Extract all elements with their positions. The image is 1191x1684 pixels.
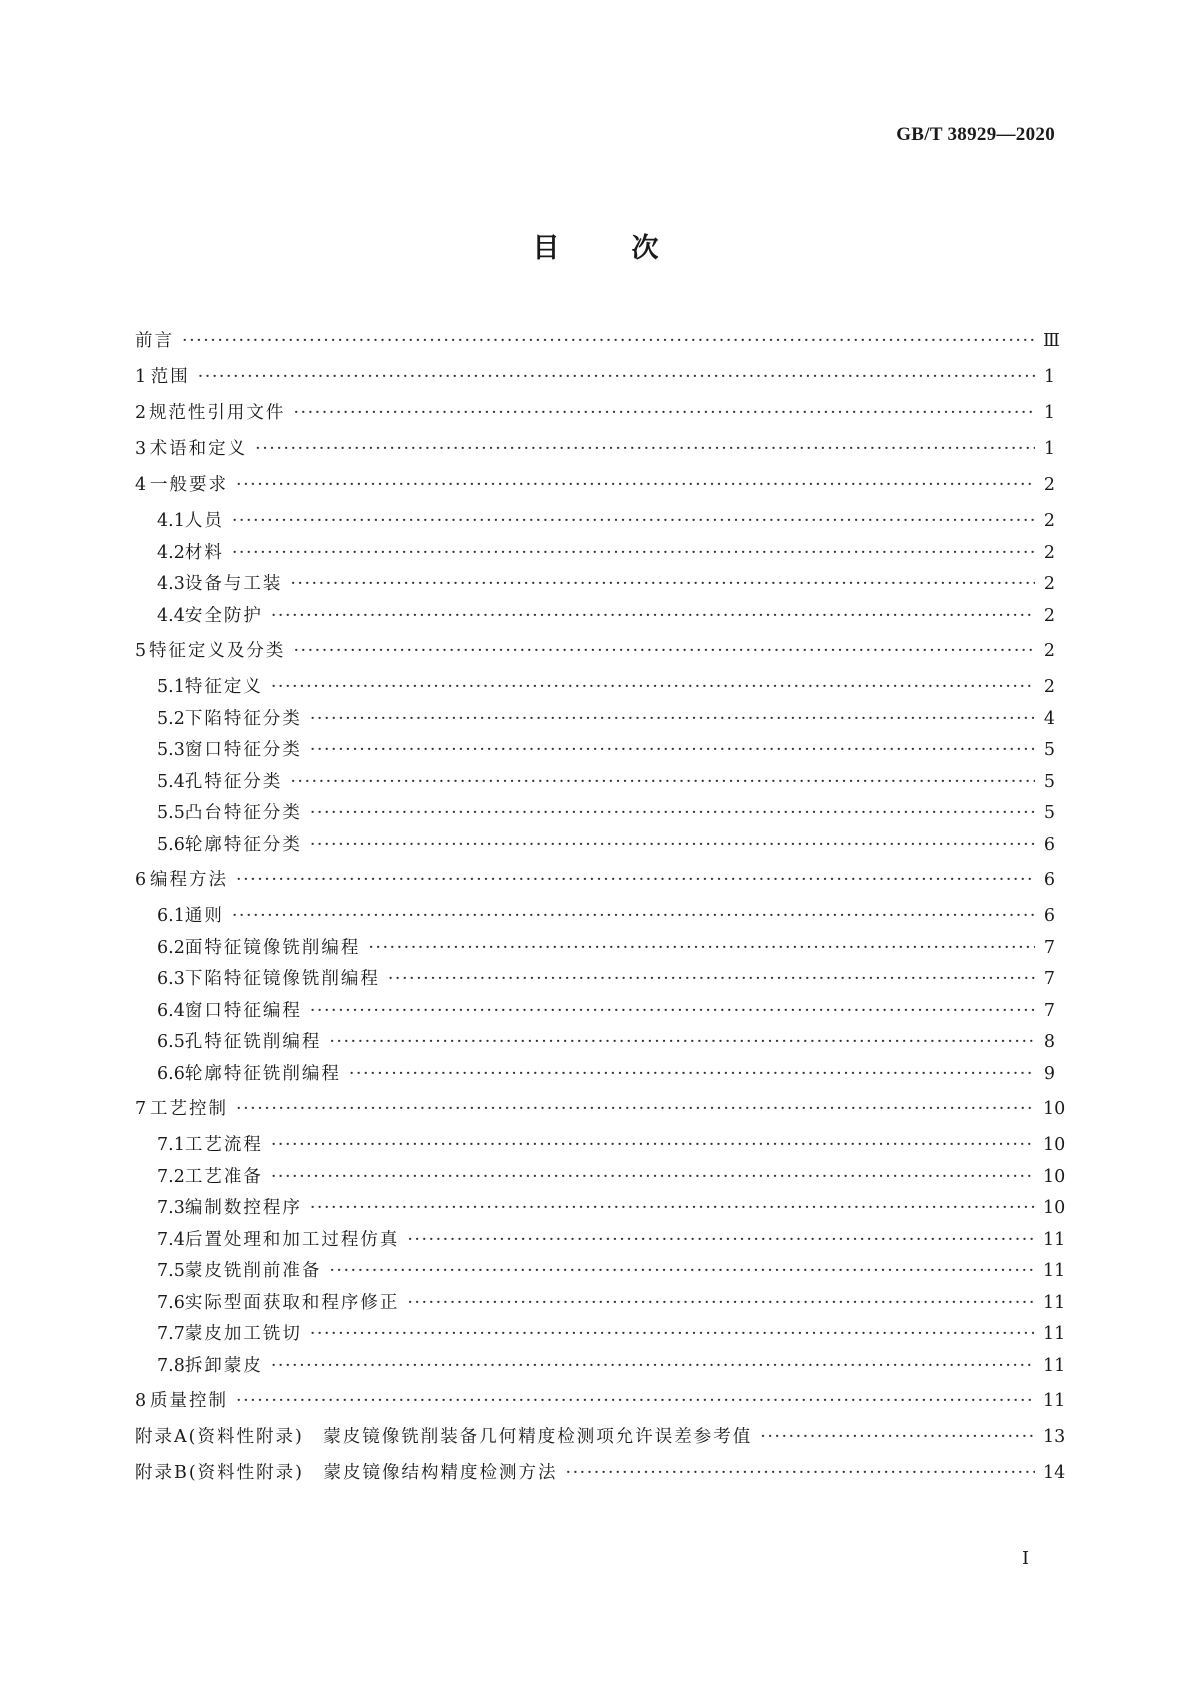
toc-entry-page: 2 (1043, 475, 1055, 495)
toc-dot-leader (368, 938, 1035, 958)
toc-dot-leader (293, 641, 1035, 661)
toc-entry-number: 2 (135, 403, 147, 423)
toc-entry-number: 6 (135, 870, 147, 890)
toc-entry-label: 面特征镜像铣削编程 (184, 937, 361, 958)
toc-entry-number: 4.2 (157, 542, 185, 563)
toc-entry[interactable] (135, 602, 1055, 634)
toc-entry[interactable] (135, 768, 1055, 800)
toc-dot-leader (310, 1324, 1035, 1344)
toc-entry[interactable] (135, 1131, 1066, 1163)
toc-entry[interactable] (135, 1387, 1066, 1423)
toc-entry[interactable] (135, 363, 1055, 399)
toc-entry-number: 4 (135, 475, 147, 495)
toc-entry-page: 11 (1043, 1229, 1066, 1250)
toc-entry[interactable] (135, 1459, 1066, 1495)
toc-entry[interactable] (135, 997, 1055, 1029)
toc-dot-leader (255, 439, 1035, 459)
toc-entry-number: 6.3 (157, 969, 185, 989)
toc-entry[interactable] (135, 1320, 1066, 1352)
toc-entry[interactable] (135, 507, 1055, 539)
toc-entry-number: 5.6 (157, 834, 185, 855)
toc-entry-page: 5 (1043, 771, 1055, 792)
toc-dot-leader (236, 870, 1035, 890)
toc-dot-leader (271, 1135, 1035, 1155)
toc-entry-page: 6 (1043, 834, 1055, 855)
toc-dot-leader (329, 1032, 1035, 1052)
standard-code: GB/T 38929—2020 (896, 124, 1055, 145)
toc-entry[interactable] (135, 705, 1055, 737)
toc-entry[interactable] (135, 965, 1055, 997)
toc-entry-label: 编程方法 (150, 870, 229, 890)
toc-dot-leader (329, 1261, 1035, 1281)
toc-entry-number: 1 (135, 367, 147, 387)
toc-entry-page: 2 (1043, 605, 1055, 626)
toc-entry[interactable] (135, 1060, 1055, 1092)
toc-entry-page: 13 (1043, 1427, 1066, 1447)
toc-entry-label: 窗口特征编程 (184, 1000, 302, 1021)
toc-entry-number: 5 (135, 641, 147, 661)
toc-entry[interactable] (135, 1257, 1066, 1289)
toc-entry-number: 6.2 (157, 937, 185, 958)
toc-entry-label: 人员 (184, 511, 224, 531)
toc-entry-number: 5.2 (157, 708, 185, 729)
toc-entry-label: 下陷特征镜像铣削编程 (184, 969, 380, 989)
toc-entry-page: 10 (1043, 1135, 1066, 1155)
toc-entry-label: 轮廓特征铣削编程 (184, 1063, 341, 1084)
toc-entry[interactable] (135, 1352, 1066, 1384)
toc-entry-page: 11 (1043, 1324, 1066, 1344)
toc-entry-page: Ⅲ (1043, 331, 1060, 351)
toc-entry-label: 特征定义及分类 (148, 641, 286, 661)
toc-entry-number: 8 (135, 1391, 147, 1411)
toc-entry-number: 7.1 (157, 1135, 185, 1155)
toc-entry-label: 孔特征分类 (184, 771, 283, 792)
toc-entry-page: 7 (1043, 1000, 1055, 1021)
toc-entry-page: 10 (1043, 1166, 1066, 1187)
toc-entry-number: 4.4 (157, 605, 185, 626)
toc-dot-leader (388, 969, 1035, 989)
toc-entry[interactable] (135, 831, 1055, 863)
toc-entry-page: 14 (1043, 1463, 1066, 1483)
toc-entry-number: 6.6 (157, 1063, 185, 1084)
table-of-contents (135, 327, 1066, 1495)
toc-dot-leader (232, 511, 1035, 531)
toc-dot-leader (310, 835, 1035, 855)
toc-entry-label: 后置处理和加工过程仿真 (184, 1229, 400, 1250)
toc-entry[interactable] (135, 934, 1055, 966)
toc-entry-page: 10 (1043, 1099, 1066, 1119)
page-number: I (1022, 1548, 1030, 1569)
toc-entry-page: 6 (1043, 870, 1055, 890)
toc-entry-label: 工艺控制 (150, 1099, 229, 1119)
toc-dot-leader (271, 1167, 1035, 1187)
title-part-1: 目 (532, 233, 560, 264)
toc-entry-number: 6.4 (157, 1000, 185, 1021)
toc-dot-leader (198, 367, 1035, 387)
toc-dot-leader (290, 574, 1035, 594)
toc-entry-label: 设备与工装 (184, 574, 283, 594)
toc-entry[interactable] (135, 1194, 1066, 1226)
toc-entry-label: 蒙皮加工铣切 (184, 1324, 302, 1344)
toc-entry-label: 凸台特征分类 (184, 803, 302, 823)
toc-entry[interactable] (135, 435, 1055, 471)
toc-entry-page: 11 (1043, 1292, 1066, 1313)
toc-entry-label: 孔特征铣削编程 (184, 1032, 322, 1052)
toc-dot-leader (232, 543, 1035, 563)
toc-dot-leader (290, 772, 1035, 792)
toc-dot-leader (310, 1001, 1035, 1021)
toc-entry-number: 4.1 (157, 511, 185, 531)
toc-entry-number: 5.5 (157, 803, 185, 823)
toc-dot-leader (349, 1064, 1035, 1084)
page-title (0, 226, 1191, 265)
toc-entry-number: 5.1 (157, 677, 185, 697)
toc-entry-number: 5.3 (157, 740, 185, 760)
toc-dot-leader (236, 1391, 1035, 1411)
toc-entry-label: 特征定义 (184, 677, 263, 697)
toc-entry-label: 范围 (150, 367, 190, 387)
toc-entry[interactable] (135, 471, 1055, 507)
toc-entry[interactable] (135, 1423, 1066, 1459)
toc-entry-number: 4.3 (157, 574, 185, 594)
toc-entry-label: 附录A(资料性附录) 蒙皮镜像铣削装备几何精度检测项允许误差参考值 (135, 1427, 753, 1447)
toc-entry-label: 工艺流程 (184, 1135, 263, 1155)
toc-entry-label: 附录B(资料性附录) 蒙皮镜像结构精度检测方法 (135, 1463, 558, 1483)
toc-entry-page: 9 (1043, 1063, 1055, 1084)
toc-entry[interactable] (135, 637, 1055, 673)
toc-dot-leader (182, 331, 1035, 351)
toc-dot-leader (566, 1463, 1035, 1483)
toc-entry-page: 11 (1043, 1355, 1066, 1376)
toc-entry-page: 2 (1043, 542, 1055, 563)
toc-entry[interactable] (135, 1095, 1066, 1131)
toc-entry-label: 质量控制 (150, 1391, 229, 1411)
toc-entry-page: 1 (1043, 439, 1055, 459)
toc-entry-label: 蒙皮铣削前准备 (184, 1261, 322, 1281)
toc-dot-leader (310, 709, 1035, 729)
toc-entry[interactable] (135, 399, 1055, 435)
toc-dot-leader (407, 1230, 1035, 1250)
toc-dot-leader (310, 1198, 1035, 1218)
toc-entry[interactable] (135, 570, 1055, 602)
toc-entry-label: 前言 (135, 331, 174, 351)
toc-entry[interactable] (135, 1226, 1066, 1258)
toc-entry-number: 5.4 (157, 771, 185, 792)
toc-entry-page: 8 (1043, 1032, 1055, 1052)
toc-entry[interactable] (135, 736, 1055, 768)
toc-entry-page: 2 (1043, 511, 1055, 531)
toc-entry-page: 7 (1043, 969, 1055, 989)
toc-dot-leader (236, 1099, 1035, 1119)
toc-entry-number: 6.1 (157, 906, 185, 926)
toc-entry[interactable] (135, 1163, 1066, 1195)
toc-entry-number: 7.2 (157, 1166, 185, 1187)
toc-dot-leader (293, 403, 1035, 423)
toc-entry-label: 材料 (184, 542, 224, 563)
title-part-2: 次 (631, 233, 659, 264)
toc-entry-page: 11 (1043, 1261, 1066, 1281)
toc-dot-leader (232, 906, 1035, 926)
toc-dot-leader (407, 1293, 1035, 1313)
toc-entry-label: 拆卸蒙皮 (184, 1355, 263, 1376)
toc-entry-page: 2 (1043, 574, 1055, 594)
toc-entry[interactable] (135, 673, 1055, 705)
toc-dot-leader (310, 803, 1035, 823)
toc-dot-leader (236, 475, 1035, 495)
toc-entry[interactable] (135, 866, 1055, 902)
toc-entry-number: 7.8 (157, 1355, 185, 1376)
toc-entry-page: 5 (1043, 740, 1055, 760)
toc-entry-label: 一般要求 (150, 475, 229, 495)
toc-entry-label: 工艺准备 (184, 1166, 263, 1187)
toc-entry-number: 7.3 (157, 1198, 185, 1218)
toc-entry[interactable] (135, 799, 1055, 831)
toc-entry[interactable] (135, 327, 1060, 363)
toc-entry-label: 通则 (184, 906, 224, 926)
toc-entry-page: 2 (1043, 641, 1055, 661)
toc-entry-page: 11 (1043, 1391, 1066, 1411)
toc-entry-page: 7 (1043, 937, 1055, 958)
toc-entry[interactable] (135, 539, 1055, 571)
toc-entry-label: 安全防护 (184, 605, 263, 626)
toc-entry-label: 术语和定义 (149, 439, 248, 459)
toc-dot-leader (310, 740, 1035, 760)
toc-entry-number: 3 (135, 439, 147, 459)
toc-entry-label: 窗口特征分类 (184, 740, 302, 760)
toc-entry-label: 轮廓特征分类 (184, 834, 302, 855)
toc-entry-page: 5 (1043, 803, 1055, 823)
toc-entry[interactable] (135, 1289, 1066, 1321)
toc-entry-label: 编制数控程序 (184, 1198, 302, 1218)
toc-entry[interactable] (135, 1028, 1055, 1060)
toc-entry-number: 7.7 (157, 1324, 185, 1344)
toc-entry-number: 7.5 (157, 1261, 185, 1281)
toc-entry-number: 6.5 (157, 1032, 185, 1052)
toc-entry-page: 1 (1043, 403, 1055, 423)
toc-dot-leader (760, 1427, 1035, 1447)
toc-entry-label: 规范性引用文件 (148, 403, 286, 423)
toc-entry-page: 1 (1043, 367, 1055, 387)
toc-entry-label: 下陷特征分类 (184, 708, 302, 729)
toc-entry-page: 6 (1043, 906, 1055, 926)
toc-entry[interactable] (135, 902, 1055, 934)
toc-entry-page: 2 (1043, 677, 1055, 697)
toc-dot-leader (271, 1356, 1035, 1376)
toc-entry-page: 10 (1043, 1198, 1066, 1218)
toc-entry-number: 7.4 (157, 1229, 185, 1250)
toc-entry-label: 实际型面获取和程序修正 (184, 1292, 400, 1313)
toc-dot-leader (271, 606, 1035, 626)
toc-dot-leader (271, 677, 1035, 697)
toc-entry-number: 7 (135, 1099, 147, 1119)
toc-entry-page: 4 (1043, 708, 1055, 729)
toc-entry-number: 7.6 (157, 1292, 185, 1313)
